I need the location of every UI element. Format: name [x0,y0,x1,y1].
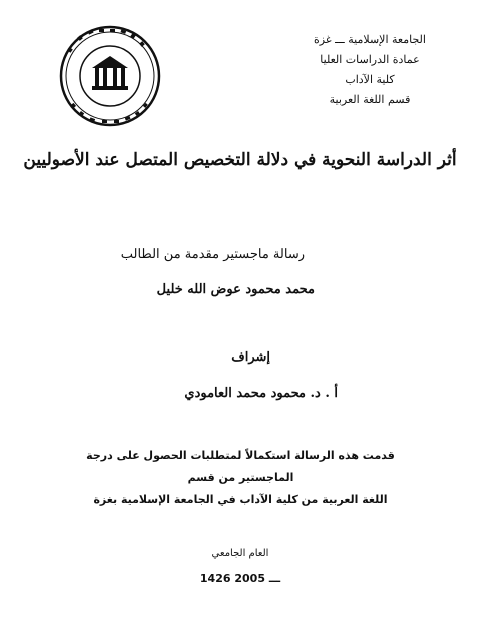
submission-line-1: قدمت هذه الرسالة استكمالاً لمتطلبات الحصول على درجة الماجستير من قسم [86,449,395,484]
student-name: محمد محمود عوض الله خليل [156,282,315,297]
thesis-title: أثر الدراسة النحوية في دلالة التخصيص المتصل عند الأصوليين [23,150,457,170]
university-name: الجامعة الإسلامية ـــ غزة [314,33,426,46]
supervisor-name: أ . د. محمود محمد العامودي [184,386,338,401]
submission-statement [68,445,413,511]
academic-year-label: العام الجامعي [211,548,269,559]
institution-header [300,30,440,110]
faculty-name: كلية الآداب [345,73,395,86]
deanship-name: عمادة الدراسات العليا [320,53,420,66]
university-seal-icon [58,24,162,128]
department-name: قسم اللغة العربية [329,93,411,106]
submitted-by-line: رسالة ماجستير مقدمة من الطالب [120,247,305,262]
supervision-label: إشراف [231,350,270,365]
submission-line-2: اللغة العربية من كلية الآداب في الجامعة الإسلامية بغزة [93,493,388,506]
academic-year-value: 1426 ـــ 2005 [199,572,281,585]
